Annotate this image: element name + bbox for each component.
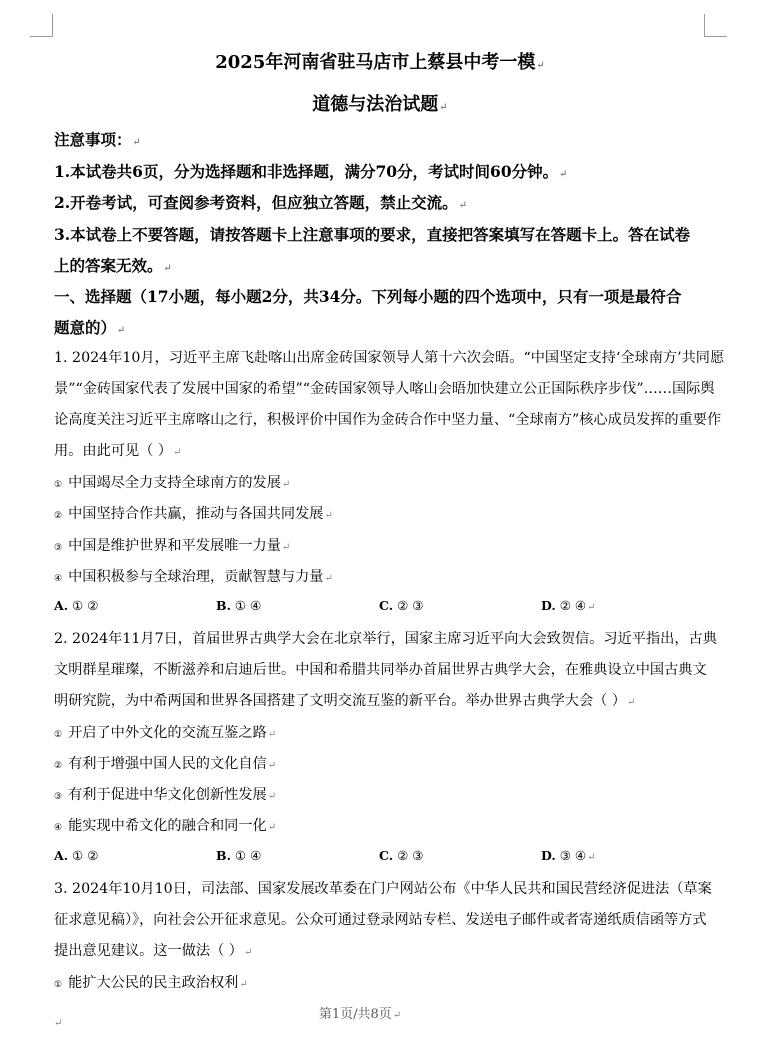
q1-stem-line-1: 1. 2024年10月，习近平主席飞赴喀山出席金砖国家领导人第十六次会晤。“中国坚定支持‘全球南方’共同愿 [54,350,725,366]
q2-item-4: ④ 能实现中希文化的融合和同一化↵ [54,818,277,834]
q1-choice-d: D. ② ④↵ [541,598,596,613]
q2-choice-a: A. ① ② [54,848,99,863]
notes-heading: 注意事项：↵ [54,130,141,149]
note-2: 2.开卷考试，可查阅参考资料，但应独立答题，禁止交流。↵ [54,193,468,212]
section-heading-line-2: 题意的）↵ [54,318,126,337]
q1-choice-c: C. ② ③ [379,598,424,613]
q2-item-2: ② 有利于增强中国人民的文化自信↵ [54,756,277,772]
q1-item-4: ④ 中国积极参与全球治理，贡献智慧与力量↵ [54,569,333,585]
document-title: 2025年河南省驻马店市上蔡县中考一模↵ [215,52,545,73]
note-1: 1.本试卷共6页，分为选择题和非选择题，满分70分，考试时间60分钟。↵ [54,162,568,181]
q1-stem-line-3: 论高度关注习近平主席喀山之行，积极评价中国作为金砖合作中坚力量、“全球南方”核心成员发挥的重要作 [54,412,722,428]
q2-item-1: ① 开启了中外文化的交流互鉴之路↵ [54,725,277,741]
crop-mark-top-left [30,14,53,37]
section-heading-line-1: 一、选择题（17小题，每小题2分，共34分。下列每小题的四个选项中，只有一项是最符合 [54,287,682,306]
q1-item-1: ① 中国竭尽全力支持全球南方的发展↵ [54,475,291,491]
q1-choice-b: B. ① ④ [216,598,262,613]
q1-choice-a: A. ① ② [54,598,99,613]
document-subtitle: 道德与法治试题↵ [312,94,448,115]
q1-stem-line-2: 景”“金砖国家代表了发展中国家的希望”“金砖国家领导人喀山会晤加快建立公正国际秩序步伐”……国际舆 [54,381,715,397]
note-3-line-2: 上的答案无效。↵ [54,256,172,275]
q3-stem-line-1: 3. 2024年10月10日，司法部、国家发展改革委在门户网站公布《中华人民共和国民营经济促进法（草案 [54,881,712,897]
q2-choice-d: D. ③ ④↵ [541,848,596,863]
note-3-line-1: 3.本试卷上不要答题，请按答题卡上注意事项的要求，直接把答案填写在答题卡上。答在试卷 [54,225,691,244]
q3-stem-line-3: 提出意见建议。这一做法（ ）↵ [54,943,253,959]
q2-choice-c: C. ② ③ [379,848,424,863]
q1-stem-line-4: 用。由此可见（ ）↵ [54,443,182,459]
q2-choice-b: B. ① ④ [216,848,262,863]
paragraph-end-mark: ↵ [54,1018,63,1029]
q3-item-1: ① 能扩大公民的民主政治权利↵ [54,975,248,991]
q1-item-3: ③ 中国是维护世界和平发展唯一力量↵ [54,538,291,554]
crop-mark-top-right [704,14,727,37]
q2-stem-line-2: 文明群星璀璨，不断滋养和启迪后世。中国和希腊共同举办首届世界古典学大会，在雅典设立中国古典文 [54,662,707,678]
q2-item-3: ③ 有利于促进中华文化创新性发展↵ [54,787,277,803]
q2-stem-line-1: 2. 2024年11月7日，首届世界古典学大会在北京举行，国家主席习近平向大会致贺信。习近平指出，古典 [54,631,717,647]
page-footer: 第1页/共8页↵ [318,1007,402,1022]
q1-item-2: ② 中国坚持合作共赢，推动与各国共同发展↵ [54,506,333,522]
q3-stem-line-2: 征求意见稿）》，向社会公开征求意见。公众可通过登录网站专栏、发送电子邮件或者寄递纸质信函等方式 [54,912,707,928]
q2-stem-line-3: 明研究院，为中希两国和世界各国搭建了文明交流互鉴的新平台。举办世界古典学大会（ ）↵ [54,693,636,709]
